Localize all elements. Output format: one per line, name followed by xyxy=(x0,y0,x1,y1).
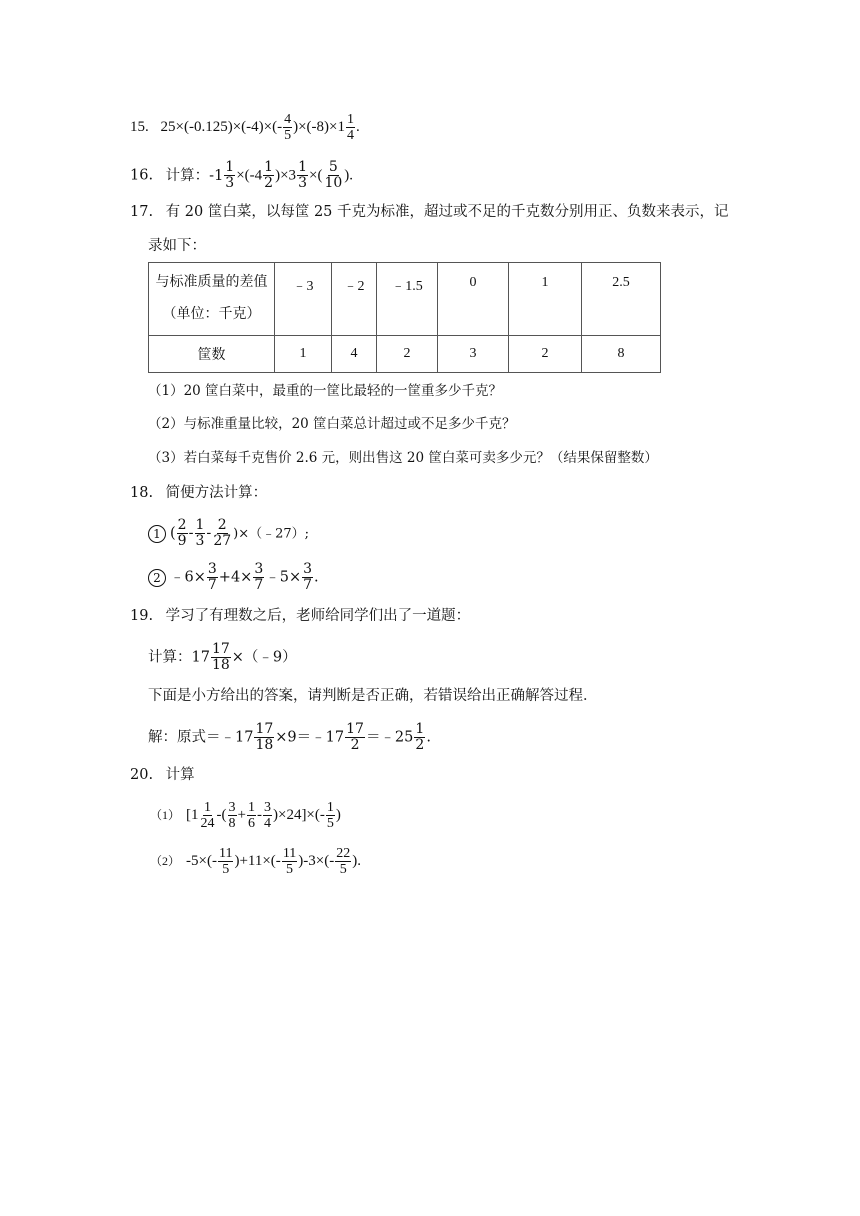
q17-sub1: （1）20 筐白菜中，最重的一筐比最轻的一筐重多少千克？ xyxy=(148,383,503,399)
fraction: $\frac{11}{5}$ xyxy=(218,846,233,877)
q17-sub2: （2）与标准重量比较，20 筐白菜总计超过或不足多少千克？ xyxy=(148,416,516,432)
table-cell: 2 xyxy=(377,336,438,373)
q20-number: 20. xyxy=(130,767,154,783)
fraction: $\frac{17}{18}$ xyxy=(255,721,274,753)
q17-number: 17. xyxy=(130,204,154,220)
fraction: $\frac{17}{2}$ xyxy=(346,721,364,753)
fraction: $\frac{1}{2}$ xyxy=(415,721,425,753)
table-header-cell: 筐数 xyxy=(149,336,275,373)
q15-number: 15. xyxy=(130,118,149,135)
table-cell: 8 xyxy=(582,336,661,373)
q20-title-line: 20. 计算 xyxy=(130,767,195,783)
q19-solution: 解：原式＝﹣17 $\frac{17}{18}$ ×9＝﹣17 $\frac{17}{2}$ ＝﹣25 $\frac{1}{2}$ . xyxy=(148,721,431,753)
fraction: $\frac{5}{10}$ xyxy=(324,159,343,191)
q18-item1: 1 ( $\frac{2}{9}$ - $\frac{1}{3}$ - $\frac{2}{27}$ )×（﹣27）; xyxy=(148,518,309,549)
table-cell: 1 xyxy=(509,263,582,336)
fraction: $\frac{3}{7}$ xyxy=(207,561,217,593)
fraction: $\frac{17}{18}$ xyxy=(211,641,230,673)
q19-number: 19. xyxy=(130,608,154,624)
circled-number-2: 2 xyxy=(148,569,166,587)
q20-part2: （2） -5×(- $\frac{11}{5}$ )+11×(- $\frac{11}{5}$ )-3×(- $\frac{22}{5}$ ). xyxy=(150,846,361,877)
q16-line: 16. 计算：-1 $\frac{1}{3}$ ×(-4 $\frac{1}{2}$ )×3 $\frac{1}{3}$ ×( $\frac{5}{10}$ ). xyxy=(130,159,354,191)
q19-calc: 计算：17 $\frac{17}{18}$ ×（﹣9） xyxy=(148,641,297,673)
table-cell: ﹣1.5 xyxy=(377,263,438,336)
q17-sub3: （3）若白菜每千克售价 2.6 元，则出售这 20 筐白菜可卖多少元？（结果保留整数） xyxy=(148,450,658,466)
fraction: $\frac{1}{3}$ xyxy=(225,159,235,191)
fraction: $\frac{1}{2}$ xyxy=(264,159,274,191)
table-header-cell: 与标准质量的差值 （单位：千克） xyxy=(149,263,275,336)
fraction: $\frac{2}{27}$ xyxy=(213,517,232,549)
fraction: $\frac{3}{7}$ xyxy=(254,561,264,593)
q19-note: 下面是小方给出的答案，请判断是否正确，若错误给出正确解答过程． xyxy=(148,688,598,704)
table-cell: ﹣3 xyxy=(275,263,332,336)
fraction: $\frac{1}{3}$ xyxy=(195,517,205,549)
table-row xyxy=(149,336,661,373)
q18-number: 18. xyxy=(130,485,154,501)
q17-stem-line2: 录如下： xyxy=(148,238,206,254)
fraction: $\frac{1}{5}$ xyxy=(326,800,334,831)
table-cell: ﹣2 xyxy=(332,263,377,336)
q17-stem-line1: 17. 有 20 筐白菜，以每筐 25 千克为标准，超过或不足的千克数分别用正、负数来表示，记 xyxy=(130,204,729,220)
fraction: $\frac{4}{5}$ xyxy=(284,112,292,143)
table-cell: 2.5 xyxy=(582,263,661,336)
q17-table xyxy=(148,262,661,373)
fraction: $\frac{22}{5}$ xyxy=(336,846,351,877)
fraction: $\frac{3}{7}$ xyxy=(303,561,313,593)
table-cell: 3 xyxy=(438,336,509,373)
fraction: $\frac{1}{24}$ xyxy=(200,800,215,831)
fraction: $\frac{1}{4}$ xyxy=(347,112,354,143)
circled-number-1: 1 xyxy=(148,525,166,543)
table-cell: 1 xyxy=(275,336,332,373)
fraction: $\frac{11}{5}$ xyxy=(282,846,297,877)
q18-title-line: 18. 简便方法计算： xyxy=(130,485,268,501)
q15-line: 15. 25×(-0.125)×(-4)×(- $\frac{4}{5}$ )×(-8)×1 $\frac{1}{4}$ . xyxy=(130,112,360,143)
q18-item2: 2 ﹣6× $\frac{3}{7}$ +4× $\frac{3}{7}$ ﹣5× $\frac{3}{7}$ . xyxy=(148,562,319,593)
table-row xyxy=(149,263,661,336)
q16-number: 16. xyxy=(130,167,154,184)
table-cell: 4 xyxy=(332,336,377,373)
table-cell: 0 xyxy=(438,263,509,336)
fraction: $\frac{1}{6}$ xyxy=(247,800,255,831)
q19-stem-line: 19. 学习了有理数之后，老师给同学们出了一道题： xyxy=(130,608,471,624)
fraction: $\frac{1}{3}$ xyxy=(298,159,307,191)
fraction: $\frac{3}{4}$ xyxy=(263,800,271,831)
fraction: $\frac{2}{9}$ xyxy=(177,517,187,549)
q20-part1: （1） [1 $\frac{1}{24}$ -( $\frac{3}{8}$ + $\frac{1}{6}$ - $\frac{3}{4}$ )×24]×(- $\frac{1}{5}$ ) xyxy=(150,800,341,831)
table-cell: 2 xyxy=(509,336,582,373)
fraction: $\frac{3}{8}$ xyxy=(228,800,236,831)
